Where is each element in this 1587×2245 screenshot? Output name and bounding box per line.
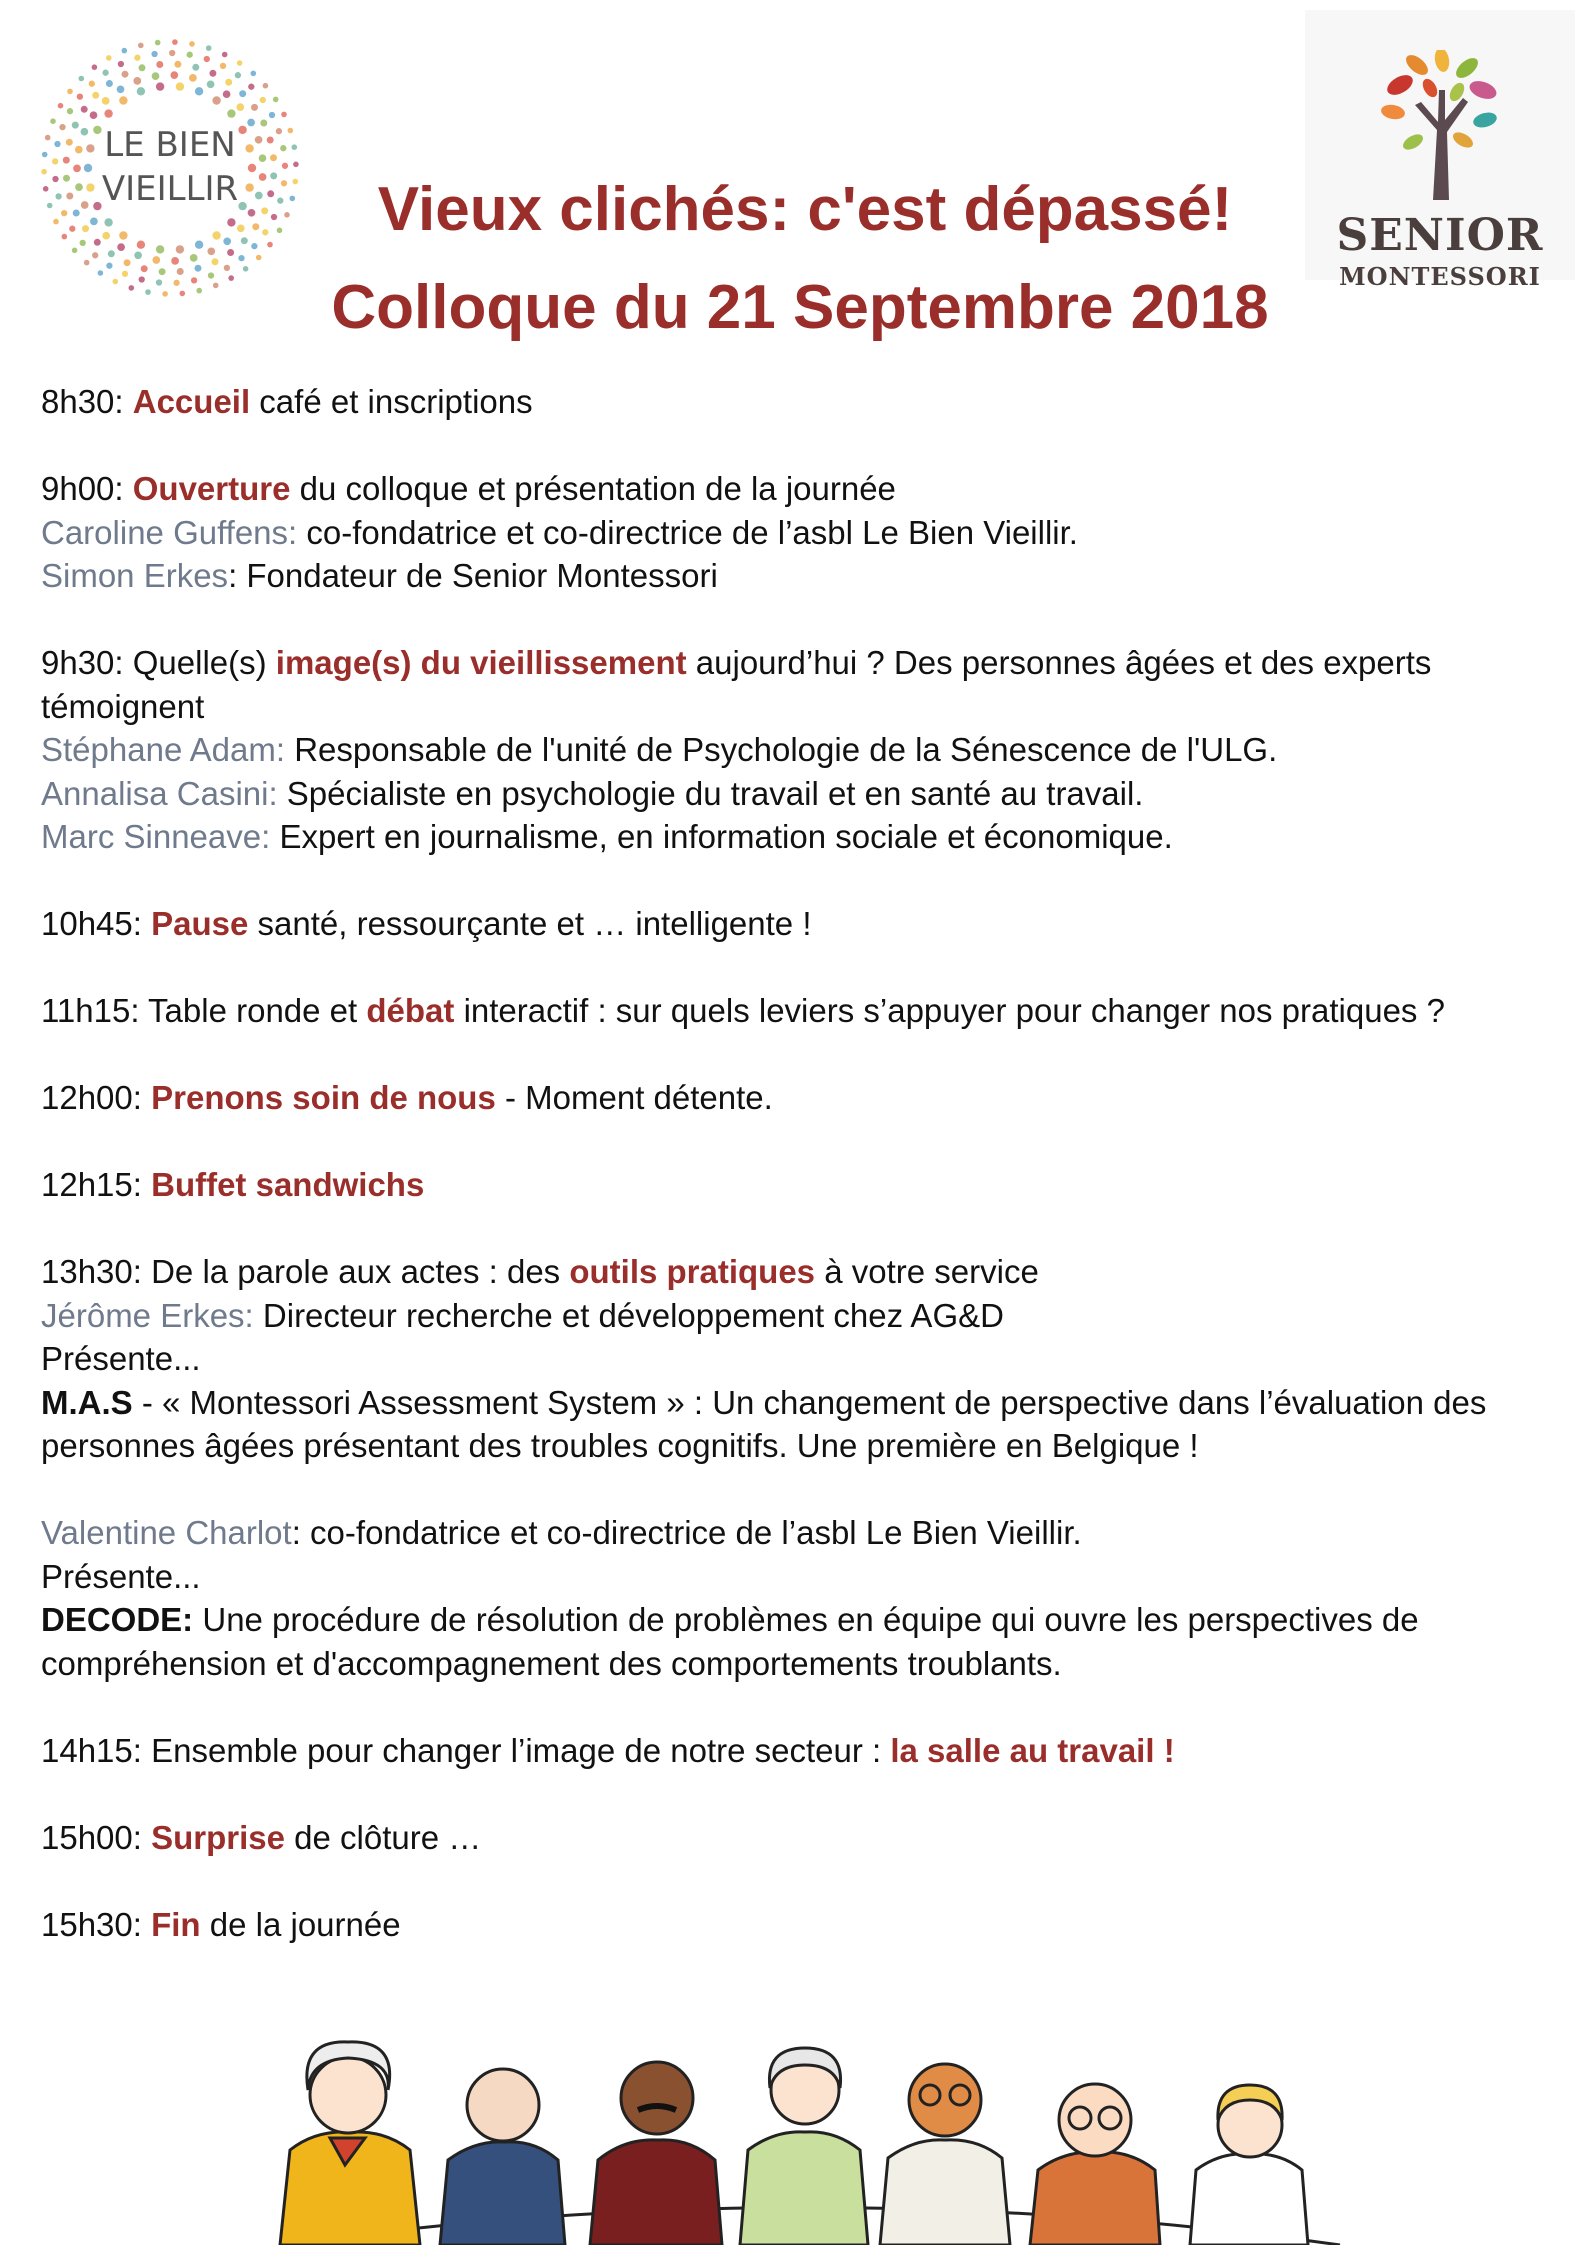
presents-line: Présente... [41, 1340, 201, 1377]
highlight-text: Pause [151, 905, 249, 942]
schedule-item-accueil [41, 380, 1551, 424]
elderly-people-illustration [220, 2020, 1400, 2245]
highlight-text: Prenons soin de nous [151, 1079, 496, 1116]
schedule-item-surprise [41, 1816, 1551, 1860]
schedule-item-buffet [41, 1163, 1551, 1207]
item-text: santé, ressourçante et … intelligente ! [248, 905, 812, 942]
schedule-item-soin [41, 1076, 1551, 1120]
speaker-name: Stéphane Adam: [41, 731, 286, 768]
decode-description [41, 1598, 1551, 1685]
highlight-text: débat [366, 992, 455, 1029]
schedule-item-debat [41, 989, 1551, 1033]
mas-text: - « Montessori Assessment System » : Un changement de perspective dans l’évaluation des personnes âgées présentant des troubles cognitifs. Une première en Belgique ! [41, 1383, 1487, 1464]
speaker-name: Jérôme Erkes: [41, 1296, 254, 1334]
time-label: 10h45: [41, 905, 152, 942]
item-text: aujourd’hui ? Des personnes âgées et des experts témoignent [41, 644, 1432, 725]
page-subtitle: Colloque du 21 Septembre 2018 [331, 273, 1269, 342]
page-title: Vieux clichés: c'est dépassé! [377, 175, 1233, 244]
senior-montessori-logo [1305, 10, 1575, 291]
speaker-role: Expert en journalisme, en information sociale et économique. [270, 818, 1173, 855]
presents-line: Présente... [41, 1557, 201, 1595]
speaker-line [41, 1294, 1551, 1338]
time-label: 15h30: [41, 1905, 152, 1943]
logo-text-line2: VIEILLIR [101, 169, 239, 209]
item-text: interactif : sur quels leviers s’appuyer pour changer nos pratiques ? [454, 992, 1445, 1029]
decode-text: Une procédure de résolution de problèmes en équipe qui ouvre les perspectives de compréhension et d'accompagnement des comportements troublants. [41, 1601, 1419, 1682]
highlight-text: image(s) du vieillissement [275, 644, 687, 681]
speaker-role: co-fondatrice et co-directrice de l’asbl Le Bien Vieillir. [297, 513, 1078, 551]
highlight-text: la salle au travail ! [890, 1731, 1175, 1769]
mas-description [41, 1381, 1551, 1468]
schedule-item-ouverture [41, 467, 1551, 511]
time-label: 9h00: [41, 470, 133, 507]
speaker-line [41, 511, 1551, 555]
speaker-name: Caroline Guffens: [41, 513, 298, 551]
logo-text-line1: LE BIEN [104, 125, 236, 165]
schedule-item-outils [41, 1250, 1551, 1294]
speaker-role: : co-fondatrice et co-directrice de l’asbl Le Bien Vieillir. [291, 1514, 1082, 1551]
item-text: de la journée [200, 1905, 401, 1943]
highlight-text: outils pratiques [569, 1253, 816, 1290]
speaker-role: Responsable de l'unité de Psychologie de la Sénescence de l'ULG. [285, 731, 1278, 768]
item-text: du colloque et présentation de la journée [290, 470, 896, 507]
highlight-text: Surprise [151, 1818, 285, 1856]
mas-title: M.A.S [41, 1383, 133, 1421]
item-text: café et inscriptions [250, 383, 533, 420]
time-label: 8h30: [41, 383, 133, 420]
speaker-line [41, 772, 1551, 816]
time-label: 15h00: [41, 1818, 152, 1856]
schedule-item-pause [41, 902, 1551, 946]
speaker-name: Valentine Charlot [41, 1514, 292, 1551]
speaker-name: Simon Erkes [41, 557, 229, 594]
highlight-text: Buffet sandwichs [151, 1166, 425, 1203]
time-label: 12h00: [41, 1079, 152, 1116]
item-text: - Moment détente. [495, 1079, 773, 1116]
dot-ring-graphic [40, 38, 300, 298]
item-text: de clôture … [285, 1818, 482, 1856]
time-label: 12h15: [41, 1166, 152, 1203]
schedule-item-image [41, 641, 1551, 728]
speaker-role: Directeur recherche et développement chez AG&D [253, 1296, 1004, 1334]
tree-icon [1375, 50, 1505, 200]
speaker-role: Spécialiste en psychologie du travail et en santé au travail. [277, 774, 1144, 812]
time-label: 9h30: Quelle(s) [41, 644, 276, 681]
speaker-name: Annalisa Casini: [41, 774, 278, 812]
time-label: 14h15: Ensemble pour changer l’image de notre secteur : [41, 1731, 891, 1769]
speaker-line [41, 815, 1551, 859]
speaker-line [41, 1511, 1551, 1555]
speaker-role: : Fondateur de Senior Montessori [228, 557, 718, 594]
le-bien-vieillir-logo [40, 38, 300, 298]
speaker-line [41, 728, 1551, 772]
speaker-line [41, 554, 1551, 598]
item-text: à votre service [815, 1253, 1039, 1290]
time-label: 13h30: De la parole aux actes : des [41, 1253, 570, 1290]
schedule-item-ensemble [41, 1729, 1551, 1773]
highlight-text: Ouverture [132, 470, 291, 507]
speaker-name: Marc Sinneave: [41, 818, 271, 855]
program-schedule [41, 380, 1551, 1946]
highlight-text: Fin [151, 1905, 201, 1943]
montessori-brand-text: MONTESSORI [1339, 262, 1541, 291]
highlight-text: Accueil [132, 383, 251, 420]
schedule-item-fin [41, 1903, 1551, 1947]
time-label: 11h15: Table ronde et [41, 992, 367, 1029]
senior-brand-text: SENIOR [1336, 210, 1544, 261]
decode-title: DECODE: [41, 1601, 194, 1638]
